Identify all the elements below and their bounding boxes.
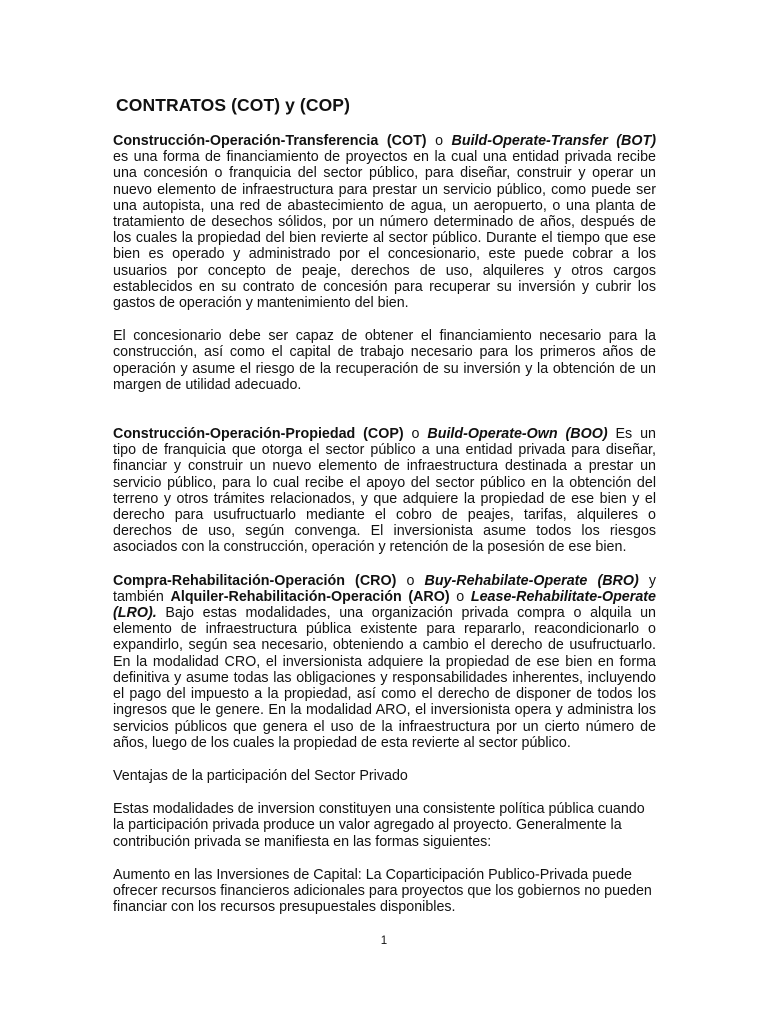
term-bro: Buy-Rehabilate-Operate (BRO) bbox=[424, 572, 639, 589]
paragraph-cro-aro bbox=[113, 573, 656, 751]
paragraph-cot bbox=[113, 133, 656, 311]
term-aro: Alquiler-Rehabilitación-Operación (ARO) bbox=[170, 588, 450, 605]
term-cot: Construcción-Operación-Transferencia (COT) bbox=[113, 133, 427, 149]
term-lro: Lease-Rehabilitate-Operate (LRO). bbox=[113, 588, 656, 622]
conjunction: o bbox=[426, 133, 452, 149]
paragraph-concesionario: El concesionario debe ser capaz de obtener el financiamiento necesario para la construcción, así como el capital de trabajo necesario para los primeros años de operación y asume el riesgo de la recuperación de su inversión y la obtención de un margen de utilidad adecuado. bbox=[113, 328, 656, 393]
conjunction: y también bbox=[113, 572, 656, 605]
conjunction: o bbox=[449, 588, 471, 605]
section-heading-ventajas: Ventajas de la participación del Sector Privado bbox=[113, 767, 408, 784]
paragraph-body: Es un tipo de franquicia que otorga el sector público a una entidad privada para diseñar, financiar y construir un nuevo elemento de infraestructura destinada a prestar un servicio público, para lo cual recibe el apoyo del sector público en la obtención del terreno y otros trámites relacionados, y que adquiere la propiedad de ese bien y el derecho para usufructuarlo mediante el cobro de peajes, tarifas, alquileres o derechos de uso, según convenga. El inversionista asume todos los riesgos asociados con la construcción, operación y retención de la posesión de ese bien. bbox=[113, 426, 656, 556]
document-title: CONTRATOS (COT) y (COP) bbox=[116, 95, 351, 115]
paragraph-aumento-inversiones: Aumento en las Inversiones de Capital: La Coparticipación Publico-Privada puede ofrecer recursos financieros adicionales para proyectos que los gobiernos no pueden financiar con los recursos presupuestales disponibles. bbox=[113, 866, 652, 916]
page-number: 1 bbox=[380, 935, 388, 947]
term-cop: Construcción-Operación-Propiedad (COP) bbox=[113, 426, 404, 443]
paragraph-body: es una forma de financiamiento de proyectos en la cual una entidad privada recibe una concesión o franquicia del sector público, para diseñar, construir y operar un nuevo elemento de infraestructura para prestar un servicio público, como puede ser una autopista, una red de abastecimiento de agua, un aeropuerto, o una planta de tratamiento de desechos sólidos, por un número determinado de años, después de los cuales la propiedad del bien revierte al sector público. Durante el tiempo que ese bien es operado y administrado por el concesionario, este puede cobrar a los usuarios por concepto de peaje, derechos de uso, alquileres y otros cargos establecidos en su contrato de concesión para recuperar su inversión y cubrir los gastos de operación y mantenimiento del bien. bbox=[113, 149, 656, 312]
term-bot: Build-Operate-Transfer (BOT) bbox=[451, 133, 656, 149]
term-cro: Compra-Rehabilitación-Operación (CRO) bbox=[113, 572, 397, 589]
paragraph-cop bbox=[113, 426, 656, 556]
paragraph-modalidades: Estas modalidades de inversion constituyen una consistente política pública cuando la participación privada produce un valor agregado al proyecto. Generalmente la contribución privada se manifiesta en las formas siguientes: bbox=[113, 801, 645, 850]
conjunction: o bbox=[403, 426, 428, 443]
paragraph-body: Bajo estas modalidades, una organización privada compra o alquila un elemento de infraestructura pública existente para repararlo, reacondicionarlo o expandirlo, según sea necesario, obteniendo a cambio el derecho de usufructuarlo. En la modalidad CRO, el inversionista adquiere la propiedad de ese bien en forma definitiva y asume todas las obligaciones y responsabilidades inherentes, incluyendo el pago del impuesto a la propiedad, así como el derecho de disponer de todos los ingresos que le genere. En la modalidad ARO, el inversionista opera y administra los servicios públicos que genera el uso de la infraestructura por un cierto número de años, luego de los cuales la propiedad de esta revierte al sector público. bbox=[113, 605, 656, 751]
term-boo: Build-Operate-Own (BOO) bbox=[427, 426, 608, 443]
conjunction: o bbox=[396, 572, 425, 589]
